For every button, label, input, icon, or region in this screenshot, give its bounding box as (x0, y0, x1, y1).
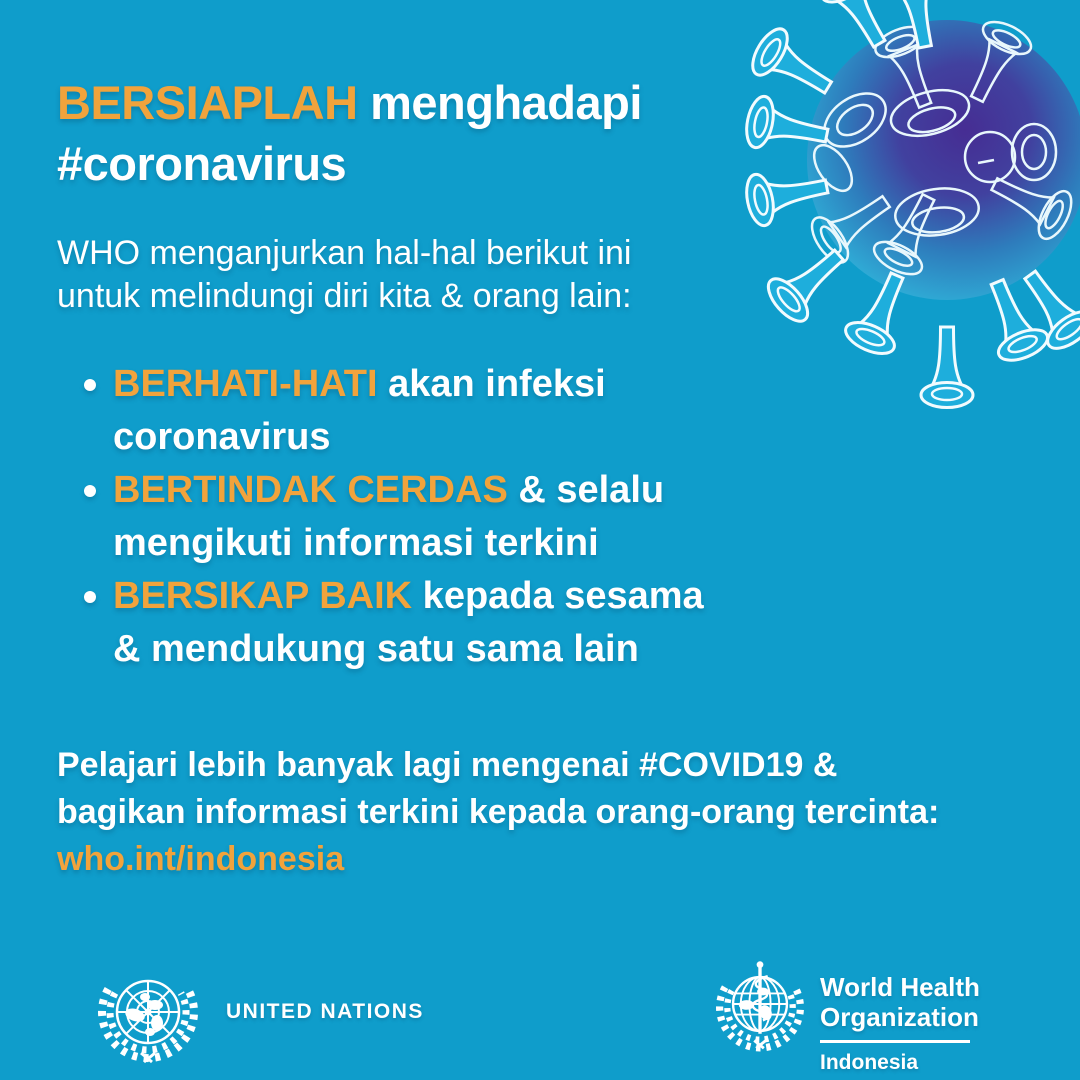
advice-list (84, 358, 704, 676)
title-highlight: BERSIAPLAH (57, 76, 358, 129)
bullet-line-2: coronavirus (113, 416, 331, 458)
title-line-2: #coronavirus (57, 137, 347, 190)
bullet-line-2: mengikuti informasi terkini (113, 522, 599, 564)
who-text-block (820, 954, 980, 1075)
title-line-1: BERSIAPLAH menghadapi (57, 76, 642, 129)
united-nations-logo (96, 960, 424, 1064)
bullet-line-1: BERSIKAP BAIK kepada sesama (113, 575, 704, 617)
list-item (84, 358, 704, 464)
bullet-line-1: BERTINDAK CERDAS & selalu (113, 469, 665, 511)
intro-line-2: untuk melindungi diri kita & orang lain: (57, 277, 632, 315)
un-emblem-icon (96, 960, 200, 1064)
coronavirus-illustration (660, 0, 1080, 430)
bullet-line-1: BERHATI-HATI akan infeksi (113, 363, 606, 405)
list-item (84, 464, 704, 570)
bullet-highlight: BERHATI-HATI (113, 363, 378, 405)
logo-row (0, 940, 1080, 1080)
who-emblem-icon (714, 954, 806, 1054)
footer-line-1: Pelajari lebih banyak lagi mengenai #COVID19 & (57, 746, 838, 784)
who-country: Indonesia (820, 1050, 919, 1074)
intro-paragraph (57, 232, 632, 318)
virus-icon (660, 0, 1080, 430)
who-name: World Health Organization (820, 972, 980, 1032)
who-divider (820, 1040, 970, 1043)
who-logo (714, 954, 980, 1075)
footer-line-2: bagikan informasi terkini kepada orang-orang tercinta: (57, 793, 940, 831)
who-url-text: who.int/indonesia (57, 840, 345, 878)
bullet-line-2: & mendukung satu sama lain (113, 628, 639, 670)
un-label: UNITED NATIONS (226, 1000, 424, 1023)
intro-line-1: WHO menganjurkan hal-hal berikut ini (57, 234, 632, 272)
footer-paragraph (57, 742, 939, 883)
page-title (57, 72, 642, 194)
bullet-highlight: BERSIKAP BAIK (113, 575, 413, 617)
bullet-highlight: BERTINDAK CERDAS (113, 469, 508, 511)
list-item (84, 570, 704, 676)
